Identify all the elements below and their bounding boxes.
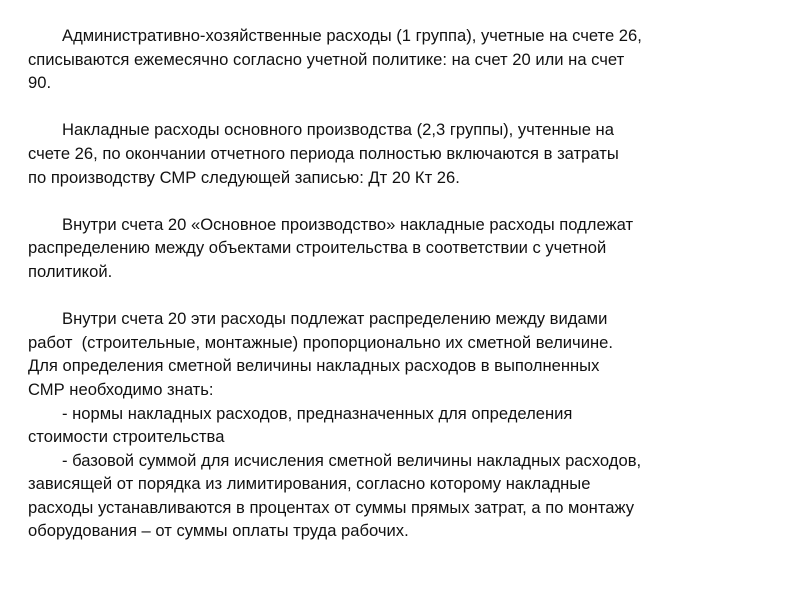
- paragraph-account-20-distribution: [28, 213, 776, 284]
- text-line: Накладные расходы основного производства (2,3 группы), учтенные на: [62, 120, 614, 140]
- text-line: расходы устанавливаются в процентах от суммы прямых затрат, а по монтажу: [28, 497, 635, 517]
- paragraph-overhead-main-production: [28, 118, 776, 189]
- text-line: СМР необходимо знать:: [28, 379, 214, 399]
- text-line: Административно-хозяйственные расходы (1 группа), учетные на счете 26,: [62, 26, 642, 45]
- text-line: Внутри счета 20 «Основное производство» накладные расходы подлежат: [62, 214, 634, 234]
- text-line: списываются ежемесячно согласно учетной политике: на счет 20 или на счет: [28, 49, 625, 69]
- text-line: оборудования – от суммы оплаты труда рабочих.: [28, 521, 409, 541]
- text-line: стоимости строительства: [28, 427, 225, 447]
- text-line: политикой.: [28, 261, 113, 281]
- paragraph-work-types-distribution: [28, 307, 776, 543]
- text-line: Внутри счета 20 эти расходы подлежат распределению между видами: [62, 309, 608, 329]
- text-line: счете 26, по окончании отчетного периода полностью включаются в затраты: [28, 143, 619, 163]
- text-line: 90.: [28, 73, 52, 93]
- list-item-overhead-norms: - нормы накладных расходов, предназначенных для определения: [62, 403, 573, 423]
- text-line: работ (строительные, монтажные) пропорционально их сметной величине.: [28, 332, 613, 352]
- text-line: по производству СМР следующей записью: Дт 20 Кт 26.: [28, 167, 460, 187]
- paragraph-admin-expenses: [28, 24, 776, 95]
- document-body: [28, 24, 776, 543]
- text-line: Для определения сметной величины накладных расходов в выполненных: [28, 356, 600, 376]
- list-item-base-amount: - базовой суммой для исчисления сметной величины накладных расходов,: [62, 450, 642, 470]
- text-line: распределению между объектами строительства в соответствии с учетной: [28, 238, 607, 258]
- text-line: зависящей от порядка из лимитирования, согласно которому накладные: [28, 474, 591, 494]
